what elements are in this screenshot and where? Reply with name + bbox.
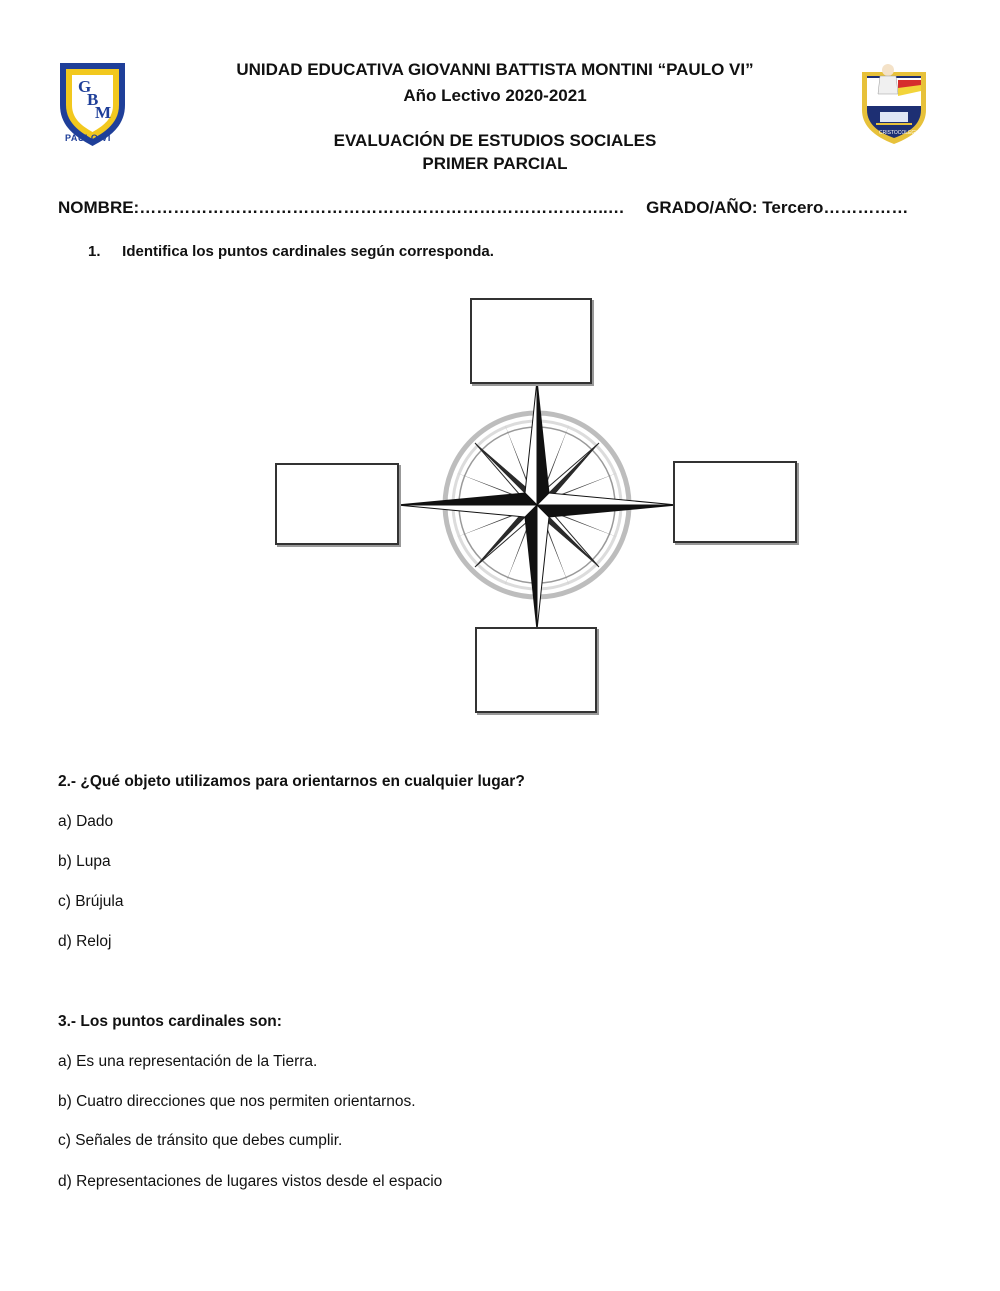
grade-field[interactable]: GRADO/AÑO: Tercero…………… [646,198,909,217]
answer-box-south[interactable] [475,627,597,713]
shield-caption: PAULO VI [65,133,111,143]
exam-title: EVALUACIÓN DE ESTUDIOS SOCIALES [333,131,657,150]
svg-text:G: G [78,77,92,96]
svg-text:M: M [95,103,112,122]
question-3-option-a[interactable]: a) Es una representación de la Tierra. [58,1053,318,1070]
svg-text:B: B [87,90,99,109]
answer-box-east[interactable] [673,461,797,543]
school-badge-logo [858,58,930,148]
question-1-text: Identifica los puntos cardinales según corresponda. [122,243,494,260]
compass-rose-icon [395,380,680,630]
question-2-option-c[interactable]: c) Brújula [58,893,124,910]
question-1-number: 1. [88,243,101,260]
question-3-option-b[interactable]: b) Cuatro direcciones que nos permiten orientarnos. [58,1093,416,1110]
school-shield-logo [55,60,130,150]
question-3-title: 3.- Los puntos cardinales son: [58,1013,282,1030]
question-2-option-b[interactable]: b) Lupa [58,853,111,870]
question-2-option-d[interactable]: d) Reloj [58,933,112,950]
exam-subtitle: PRIMER PARCIAL [422,154,568,173]
question-3-option-c[interactable]: c) Señales de tránsito que debes cumplir. [58,1132,343,1149]
question-2-option-a[interactable]: a) Dado [58,813,114,830]
badge-caption: CRISTOCOLEGIO [879,130,921,136]
answer-box-north[interactable] [470,298,592,384]
question-2-title: 2.- ¿Qué objeto utilizamos para orientarnos en cualquier lugar? [58,773,525,790]
question-1 [88,243,494,260]
school-name: UNIDAD EDUCATIVA GIOVANNI BATTISTA MONTINI “PAULO VI” [236,60,754,79]
answer-box-west[interactable] [275,463,399,545]
question-3-option-d[interactable]: d) Representaciones de lugares vistos desde el espacio [58,1173,443,1190]
student-info-line [58,198,908,218]
school-year: Año Lectivo 2020-2021 [403,86,587,105]
name-field[interactable]: NOMBRE:………………………………………………………………………..… [58,198,625,217]
